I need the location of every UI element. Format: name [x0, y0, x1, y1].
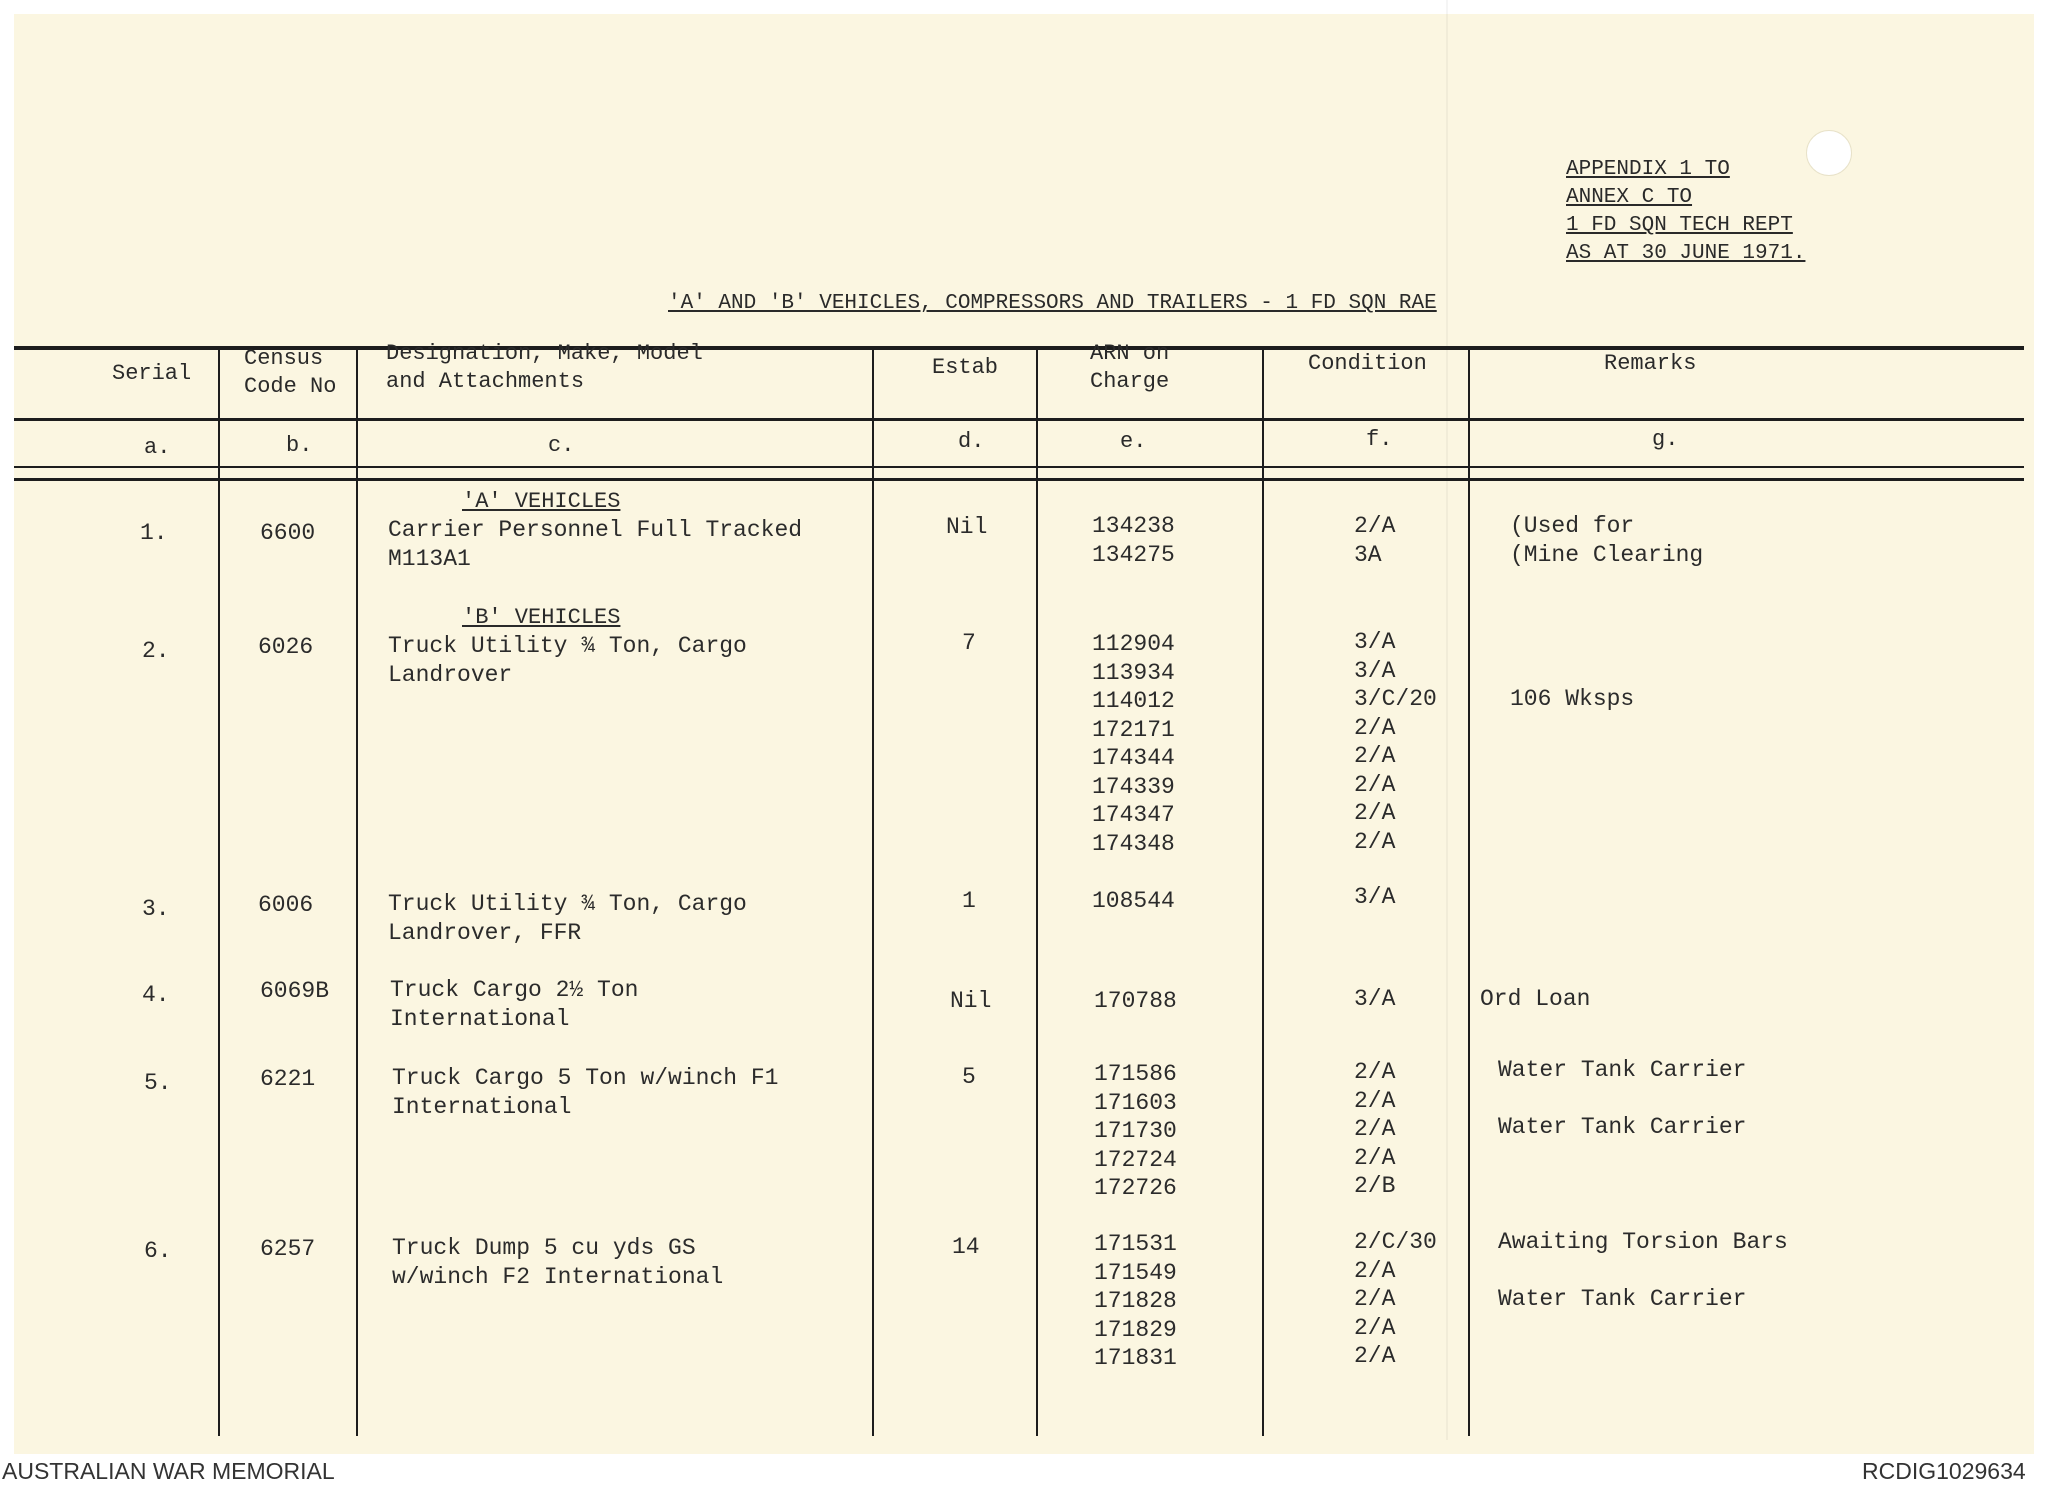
column-divider: [356, 346, 358, 1436]
row-arn: [1094, 1230, 1177, 1373]
cell-line: 106 Wksps: [1510, 686, 1635, 712]
row-estab: 1: [962, 888, 976, 914]
cell-line: 2/C/30: [1354, 1229, 1437, 1255]
cell-line: 171730: [1094, 1118, 1177, 1144]
appendix-line: AS AT 30 JUNE 1971.: [1566, 242, 1806, 265]
column-divider: [1036, 346, 1038, 1436]
cell-line: 2/A: [1354, 513, 1396, 539]
appendix-line: ANNEX C TO: [1566, 186, 1693, 209]
row-census: 6006: [258, 892, 314, 918]
section-label-a-vehicles: 'A' VEHICLES: [462, 489, 621, 514]
row-condition: [1354, 512, 1395, 569]
cell-line: 171831: [1094, 1345, 1177, 1371]
cell-line: 2/A: [1354, 1144, 1396, 1171]
cell-line: 134238: [1092, 513, 1175, 539]
cell-line: 3/A: [1354, 629, 1396, 655]
cell-line: and Attachments: [386, 369, 585, 394]
row-estab: 14: [952, 1234, 980, 1260]
section-label-b-vehicles: 'B' VEHICLES: [462, 605, 621, 630]
appendix-reference: [1566, 156, 1805, 268]
cell-line: 172724: [1094, 1146, 1177, 1173]
footer-image-id: RCDIG1029634: [1862, 1458, 2026, 1484]
cell-line: 2/A: [1354, 1087, 1396, 1114]
cell-line: 174347: [1092, 802, 1175, 828]
row-arn: [1092, 630, 1175, 858]
row-designation: [388, 890, 747, 947]
cell-line: 171829: [1094, 1316, 1177, 1343]
row-arn: [1092, 512, 1175, 569]
row-arn: [1094, 1060, 1177, 1203]
column-letter: d.: [958, 429, 985, 454]
cell-line: 2/A: [1354, 1257, 1396, 1284]
header-arn: [1090, 340, 1169, 396]
punch-hole: [1806, 130, 1852, 176]
row-remarks: [1498, 1056, 1746, 1142]
row-designation: [388, 632, 747, 689]
column-letter: a.: [144, 435, 171, 460]
row-estab: 7: [962, 630, 976, 656]
cell-line: [1510, 657, 1634, 686]
row-designation: [392, 1234, 723, 1291]
cell-line: 171586: [1094, 1061, 1177, 1087]
cell-line: 171828: [1094, 1288, 1177, 1314]
row-remarks: Ord Loan: [1480, 986, 1591, 1012]
cell-line: Landrover, FFR: [388, 919, 582, 946]
row-census: 6600: [260, 520, 316, 546]
column-divider: [218, 346, 220, 1436]
cell-line: 3A: [1354, 541, 1382, 568]
cell-line: [1510, 628, 1634, 657]
cell-line: Water Tank Carrier: [1498, 1057, 1747, 1083]
header-estab: Estab: [932, 355, 999, 380]
document-title: 'A' AND 'B' VEHICLES, COMPRESSORS AND TRAILERS - 1 FD SQN RAE: [668, 292, 1437, 315]
header-census: [244, 345, 336, 401]
row-estab: 5: [962, 1064, 976, 1090]
row-condition: 3/A: [1354, 986, 1396, 1012]
cell-line: Water Tank Carrier: [1498, 1114, 1747, 1140]
row-serial: 3.: [142, 896, 170, 922]
cell-line: 134275: [1092, 541, 1175, 568]
cell-line: 174339: [1092, 773, 1175, 800]
cell-line: Truck Utility ¾ Ton, Cargo: [388, 891, 747, 917]
cell-line: Census: [244, 346, 324, 371]
row-estab: Nil: [950, 988, 992, 1014]
cell-line: 2/A: [1354, 1059, 1396, 1085]
cell-line: 172726: [1094, 1175, 1177, 1201]
header-serial: Serial: [112, 361, 192, 386]
row-condition: [1354, 1228, 1437, 1371]
cell-line: International: [392, 1093, 572, 1120]
header-condition: Condition: [1308, 351, 1427, 376]
column-divider: [872, 346, 874, 1436]
row-remarks: [1510, 628, 1634, 714]
cell-line: 2/A: [1354, 1314, 1396, 1341]
cell-line: 2/A: [1354, 1286, 1396, 1312]
column-letter: c.: [548, 433, 575, 458]
row-serial: 5.: [144, 1070, 172, 1096]
header-remarks: Remarks: [1604, 351, 1697, 376]
cell-line: w/winch F2 International: [392, 1263, 724, 1290]
letter-rule: [14, 466, 2024, 468]
row-census: 6026: [258, 634, 314, 660]
cell-line: Landrover: [388, 661, 513, 688]
cell-line: 114012: [1092, 688, 1175, 714]
cell-line: Awaiting Torsion Bars: [1498, 1229, 1788, 1255]
column-letter: f.: [1366, 427, 1393, 452]
cell-line: 2/A: [1354, 828, 1396, 855]
row-designation: [390, 976, 638, 1033]
cell-line: 112904: [1092, 631, 1175, 657]
row-condition: [1354, 628, 1437, 856]
cell-line: 2/A: [1354, 1343, 1396, 1369]
cell-line: Truck Utility ¾ Ton, Cargo: [388, 633, 747, 659]
row-serial: 4.: [142, 982, 170, 1008]
body-rule: [14, 478, 2024, 481]
appendix-line: 1 FD SQN TECH REPT: [1566, 214, 1793, 237]
cell-line: 2/A: [1354, 1116, 1396, 1142]
cell-line: Water Tank Carrier: [1498, 1286, 1747, 1312]
row-census: 6257: [260, 1236, 316, 1262]
column-letter: e.: [1120, 429, 1147, 454]
header-rule: [14, 418, 2024, 421]
cell-line: 171603: [1094, 1089, 1177, 1116]
row-arn: 108544: [1092, 888, 1175, 914]
cell-line: Truck Cargo 5 Ton w/winch F1: [392, 1065, 779, 1091]
cell-line: 2/A: [1354, 714, 1396, 741]
cell-line: M113A1: [388, 545, 471, 572]
cell-line: 2/B: [1354, 1173, 1396, 1199]
cell-line: 172171: [1092, 716, 1175, 743]
row-condition: [1354, 1058, 1395, 1201]
cell-line: ARN on: [1090, 341, 1170, 366]
row-census: 6069B: [260, 978, 330, 1004]
row-remarks: [1498, 1228, 1788, 1314]
cell-line: Code No: [244, 374, 337, 399]
cell-line: [1498, 1257, 1788, 1286]
cell-line: 174348: [1092, 830, 1175, 857]
cell-line: Charge: [1090, 369, 1170, 394]
footer-archive-credit: AUSTRALIAN WAR MEMORIAL: [2, 1458, 335, 1484]
row-serial: 2.: [142, 638, 170, 664]
row-arn: 170788: [1094, 988, 1177, 1014]
cell-line: 113934: [1092, 659, 1175, 686]
row-serial: 6.: [144, 1238, 172, 1264]
appendix-line: APPENDIX 1 TO: [1566, 158, 1730, 181]
row-estab: Nil: [946, 514, 988, 540]
column-divider: [1262, 346, 1264, 1436]
cell-line: 174344: [1092, 745, 1175, 771]
cell-line: 171549: [1094, 1259, 1177, 1286]
row-remarks: [1510, 512, 1703, 569]
cell-line: 3/A: [1354, 657, 1396, 684]
row-designation: [388, 516, 802, 573]
header-designation: [386, 340, 703, 396]
column-divider: [1468, 346, 1470, 1436]
cell-line: 2/A: [1354, 771, 1396, 798]
cell-line: [1498, 1085, 1746, 1114]
cell-line: (Mine Clearing: [1510, 541, 1704, 568]
row-census: 6221: [260, 1066, 316, 1092]
row-designation: [392, 1064, 778, 1121]
cell-line: 171531: [1094, 1231, 1177, 1257]
cell-line: Truck Cargo 2½ Ton: [390, 977, 639, 1003]
column-letter: g.: [1652, 427, 1679, 452]
cell-line: 2/A: [1354, 800, 1396, 826]
cell-line: 2/A: [1354, 743, 1396, 769]
cell-line: 3/C/20: [1354, 686, 1437, 712]
row-condition: 3/A: [1354, 884, 1396, 910]
cell-line: Carrier Personnel Full Tracked: [388, 517, 803, 543]
page-fold: [1446, 0, 1448, 1440]
cell-line: International: [390, 1005, 570, 1032]
row-serial: 1.: [140, 520, 168, 546]
cell-line: Truck Dump 5 cu yds GS: [392, 1235, 696, 1261]
cell-line: (Used for: [1510, 513, 1635, 539]
cell-line: Designation, Make, Model: [386, 341, 703, 366]
column-letter: b.: [286, 433, 313, 458]
